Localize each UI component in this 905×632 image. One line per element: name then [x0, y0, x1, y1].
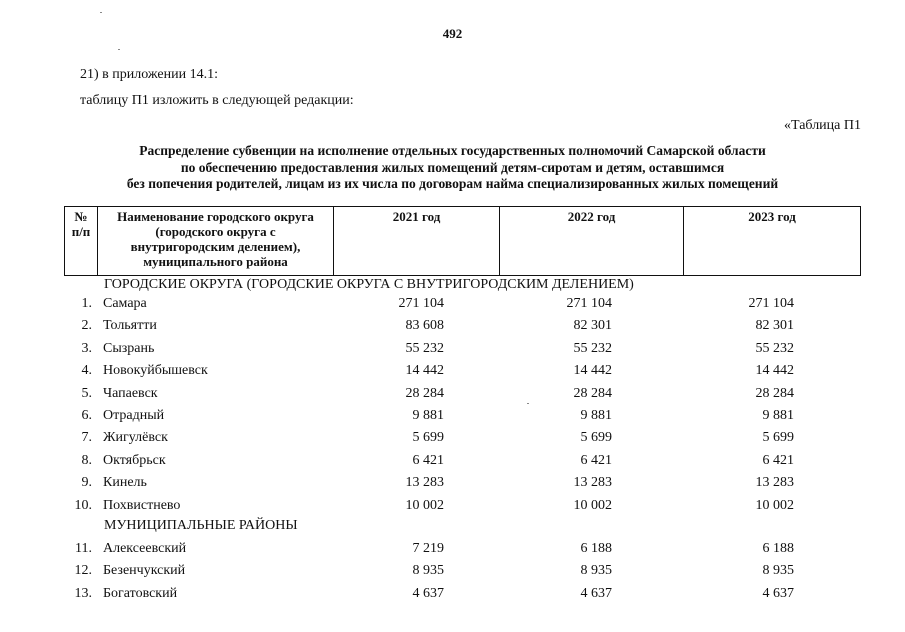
value-2022: 8 935 [580, 563, 612, 579]
district-name: Октябрьск [103, 452, 166, 468]
value-2021: 13 283 [405, 475, 444, 491]
district-name: Жигулёвск [103, 430, 168, 446]
value-2022: 9 881 [580, 408, 612, 423]
value-2022: 4 637 [580, 585, 612, 601]
table-row [0, 563, 905, 585]
district-name: Похвистнево [103, 497, 181, 513]
table-row [0, 318, 905, 340]
row-number: 9. [81, 475, 92, 491]
district-name: Отрадный [103, 408, 165, 423]
row-number: 8. [81, 452, 92, 468]
header-2023: 2023 год [684, 207, 861, 276]
value-2022: 55 232 [573, 340, 612, 356]
table-row [0, 453, 905, 475]
value-2022: 6 188 [580, 541, 612, 556]
amendment-instruction: таблицу П1 изложить в следующей редакции: [80, 93, 354, 108]
scan-speck [100, 12, 102, 13]
value-2021: 5 699 [412, 430, 444, 446]
table-header [64, 206, 861, 276]
district-name: Самара [103, 296, 147, 311]
table-title-line: по обеспечению предоставления жилых помещений детям-сиротам и детям, оставшимся [180, 159, 725, 175]
row-number: 13. [74, 585, 92, 601]
district-name: Алексеевский [103, 541, 187, 556]
value-2022: 13 283 [573, 475, 612, 491]
value-2021: 6 421 [412, 452, 444, 468]
table-row [0, 586, 905, 608]
value-2023: 5 699 [762, 430, 794, 446]
value-2022: 14 442 [573, 363, 612, 379]
value-2021: 28 284 [405, 385, 444, 401]
row-number: 12. [74, 563, 92, 579]
page-number: 492 [442, 26, 463, 41]
district-name: Безенчукский [103, 563, 186, 579]
value-2021: 271 104 [398, 296, 444, 311]
table-label: «Таблица П1 [784, 118, 861, 133]
value-2021: 9 881 [412, 408, 444, 423]
header-2021: 2021 год [334, 207, 500, 276]
table-title [0, 143, 905, 193]
table-row [0, 541, 905, 563]
value-2023: 14 442 [755, 363, 794, 379]
value-2021: 7 219 [412, 541, 444, 556]
row-number: 6. [81, 408, 92, 423]
table-row [0, 430, 905, 452]
value-2021: 55 232 [405, 340, 444, 356]
district-name: Богатовский [103, 585, 178, 601]
district-name: Кинель [103, 475, 147, 491]
header-2022: 2022 год [500, 207, 684, 276]
value-2022: 6 421 [580, 452, 612, 468]
row-number: 1. [81, 296, 92, 311]
row-number: 5. [81, 385, 92, 401]
header-district-name: Наименование городского округа (городского округа с внутригородским делением), муниципального района [98, 207, 334, 276]
value-2022: 28 284 [573, 385, 612, 401]
value-2021: 4 637 [412, 585, 444, 601]
value-2021: 8 935 [412, 563, 444, 579]
district-name: Тольятти [103, 318, 157, 334]
table-row [0, 498, 905, 520]
header-number: № п/п [65, 207, 98, 276]
table-title-line: Распределение субвенции на исполнение отдельных государственных полномочий Самарской области [139, 143, 766, 158]
amendment-item: 21) в приложении 14.1: [80, 67, 218, 82]
district-name: Сызрань [103, 340, 155, 356]
value-2022: 5 699 [580, 430, 612, 446]
value-2021: 10 002 [405, 497, 444, 513]
value-2023: 55 232 [755, 340, 794, 356]
row-number: 11. [75, 541, 92, 556]
value-2023: 10 002 [755, 497, 794, 513]
row-number: 10. [74, 497, 92, 513]
value-2023: 6 188 [762, 541, 794, 556]
value-2023: 9 881 [762, 408, 794, 423]
value-2022: 271 104 [566, 296, 612, 311]
table-row [0, 475, 905, 497]
table-row [0, 341, 905, 363]
value-2023: 271 104 [748, 296, 794, 311]
value-2023: 8 935 [762, 563, 794, 579]
value-2023: 28 284 [755, 385, 794, 401]
section-heading-municipal-districts: МУНИЦИПАЛЬНЫЕ РАЙОНЫ [104, 518, 298, 533]
district-name: Новокуйбышевск [103, 363, 208, 379]
value-2023: 13 283 [755, 475, 794, 491]
row-number: 4. [81, 363, 92, 379]
value-2021: 14 442 [405, 363, 444, 379]
value-2023: 4 637 [762, 585, 794, 601]
scan-speck [118, 49, 120, 50]
row-number: 7. [81, 430, 92, 446]
value-2023: 82 301 [755, 318, 794, 334]
table-title-line: без попечения родителей, лицам из их числа по договорам найма специализированных жилых помещений [126, 176, 779, 191]
district-name: Чапаевск [103, 385, 158, 401]
row-number: 3. [81, 340, 92, 356]
value-2022: 10 002 [573, 497, 612, 513]
table-row [0, 363, 905, 385]
table-row [0, 296, 905, 318]
row-number: 2. [81, 318, 92, 334]
table-row [0, 386, 905, 408]
table-row [0, 408, 905, 430]
value-2023: 6 421 [762, 452, 794, 468]
section-heading-urban-districts: ГОРОДСКИЕ ОКРУГА (ГОРОДСКИЕ ОКРУГА С ВНУТРИГОРОДСКИМ ДЕЛЕНИЕМ) [104, 277, 634, 292]
value-2022: 82 301 [573, 318, 612, 334]
value-2021: 83 608 [405, 318, 444, 334]
